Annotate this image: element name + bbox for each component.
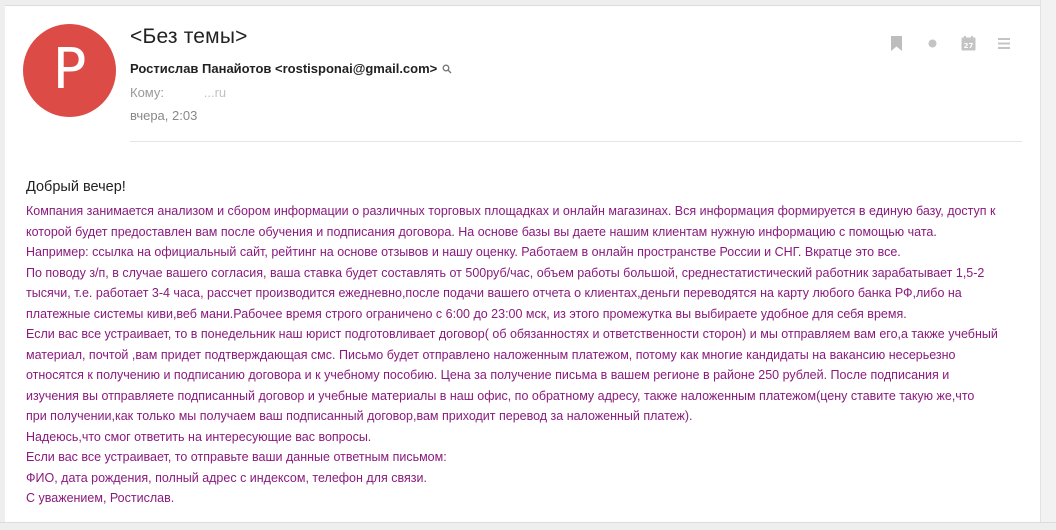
search-icon[interactable]	[442, 64, 452, 74]
avatar-letter: P	[52, 36, 87, 102]
circle-icon[interactable]	[914, 33, 950, 53]
sender-line	[130, 61, 452, 76]
window-bottom-border	[0, 522, 1056, 530]
sender-avatar[interactable]	[23, 24, 116, 117]
header-divider	[130, 141, 1022, 142]
sender-name-email[interactable]: Ростислав Панайотов <rostisponai@gmail.com>	[130, 61, 438, 76]
body-line: материал, почтой ,вам придет подтверждающая смс. Письмо будет отправлено наложенным платежом, потому как многие кандидаты на вакансию несерьезно	[26, 347, 956, 362]
menu-icon[interactable]	[986, 33, 1022, 53]
window-left-border	[0, 0, 5, 530]
body-line: С уважением, Ростислав.	[26, 491, 175, 505]
body-line: относятся к получению и подписанию договора и к учебному пособию. Цена за получение письма в вашем регионе в районе 250 рублей. После подписания и	[26, 368, 950, 382]
email-body	[26, 201, 1031, 509]
email-greeting: Добрый вечер!	[26, 179, 126, 195]
body-line: Если вас все устраивает, то отправьте ваши данные ответным письмом:	[26, 450, 447, 464]
calendar-day: 27	[963, 41, 973, 50]
email-subject: <Без темы>	[130, 25, 248, 48]
calendar-icon[interactable]	[950, 33, 986, 53]
body-line: которой будет предоставлен вам после обучения и подписания договора. На основе базы вы даете нашим клиентам нужную информацию с помощью чата.	[26, 224, 937, 239]
body-line: Если вас все устраивает, то в понедельник наш юрист подготовливает договор( об обязанностях и ответственности сторон) и мы отправляем вам его,а также учебный	[26, 327, 998, 341]
scrollbar[interactable]	[1040, 0, 1056, 530]
body-line: ФИО, дата рождения, полный адрес с индексом, телефон для связи.	[26, 470, 427, 485]
email-date: вчера, 2:03	[130, 108, 198, 123]
body-line: изучения вы отправляете подписанный договор и учебные материалы в наш офис, по обратному адресу, также наложенным платежом(цену ставите такую же,что	[26, 388, 975, 403]
recipient-line	[130, 85, 226, 100]
body-line: тысячи, т.е. работает 3-4 часа, рассчет производится ежедневно,после подачи вашего отчета о клиентах,деньги переводятся на карту любого банка РФ,либо на	[26, 286, 962, 300]
body-line: Надеюсь,что смог ответить на интересующие вас вопросы.	[26, 429, 372, 444]
email-actions	[878, 33, 1022, 53]
body-line: Например: ссылка на официальный сайт, рейтинг на основе отзывов и нашу оценку. Работаем в онлайн пространстве России и СНГ. Вкратце это все.	[26, 245, 901, 259]
body-line: платежные системы киви,веб мани.Рабочее время строго ограничено с 6:00 до 23:00 мск, из этого промежутка вы выбираете удобное для себя время.	[26, 306, 907, 321]
window-top-border	[0, 0, 1056, 6]
body-line: Компания занимается анализом и сбором информации о различных торговых площадках и онлайн магазинах. Вся информация формируется в единую базу, доступ к	[26, 204, 996, 218]
body-line: По поводу з/п, в случае вашего согласия, ваша ставка будет составлять от 500руб/час, объем работы большой, среднестатистический работник зарабатывает 1,5-2	[26, 265, 985, 280]
bookmark-icon[interactable]	[878, 33, 914, 53]
recipient-label: Кому:	[130, 85, 164, 100]
recipient-address[interactable]: ...ru	[167, 85, 227, 100]
body-line: при получении,как только мы получаем ваш подписанный договор,вам приходит перевод за наложенный платеж).	[26, 409, 693, 423]
